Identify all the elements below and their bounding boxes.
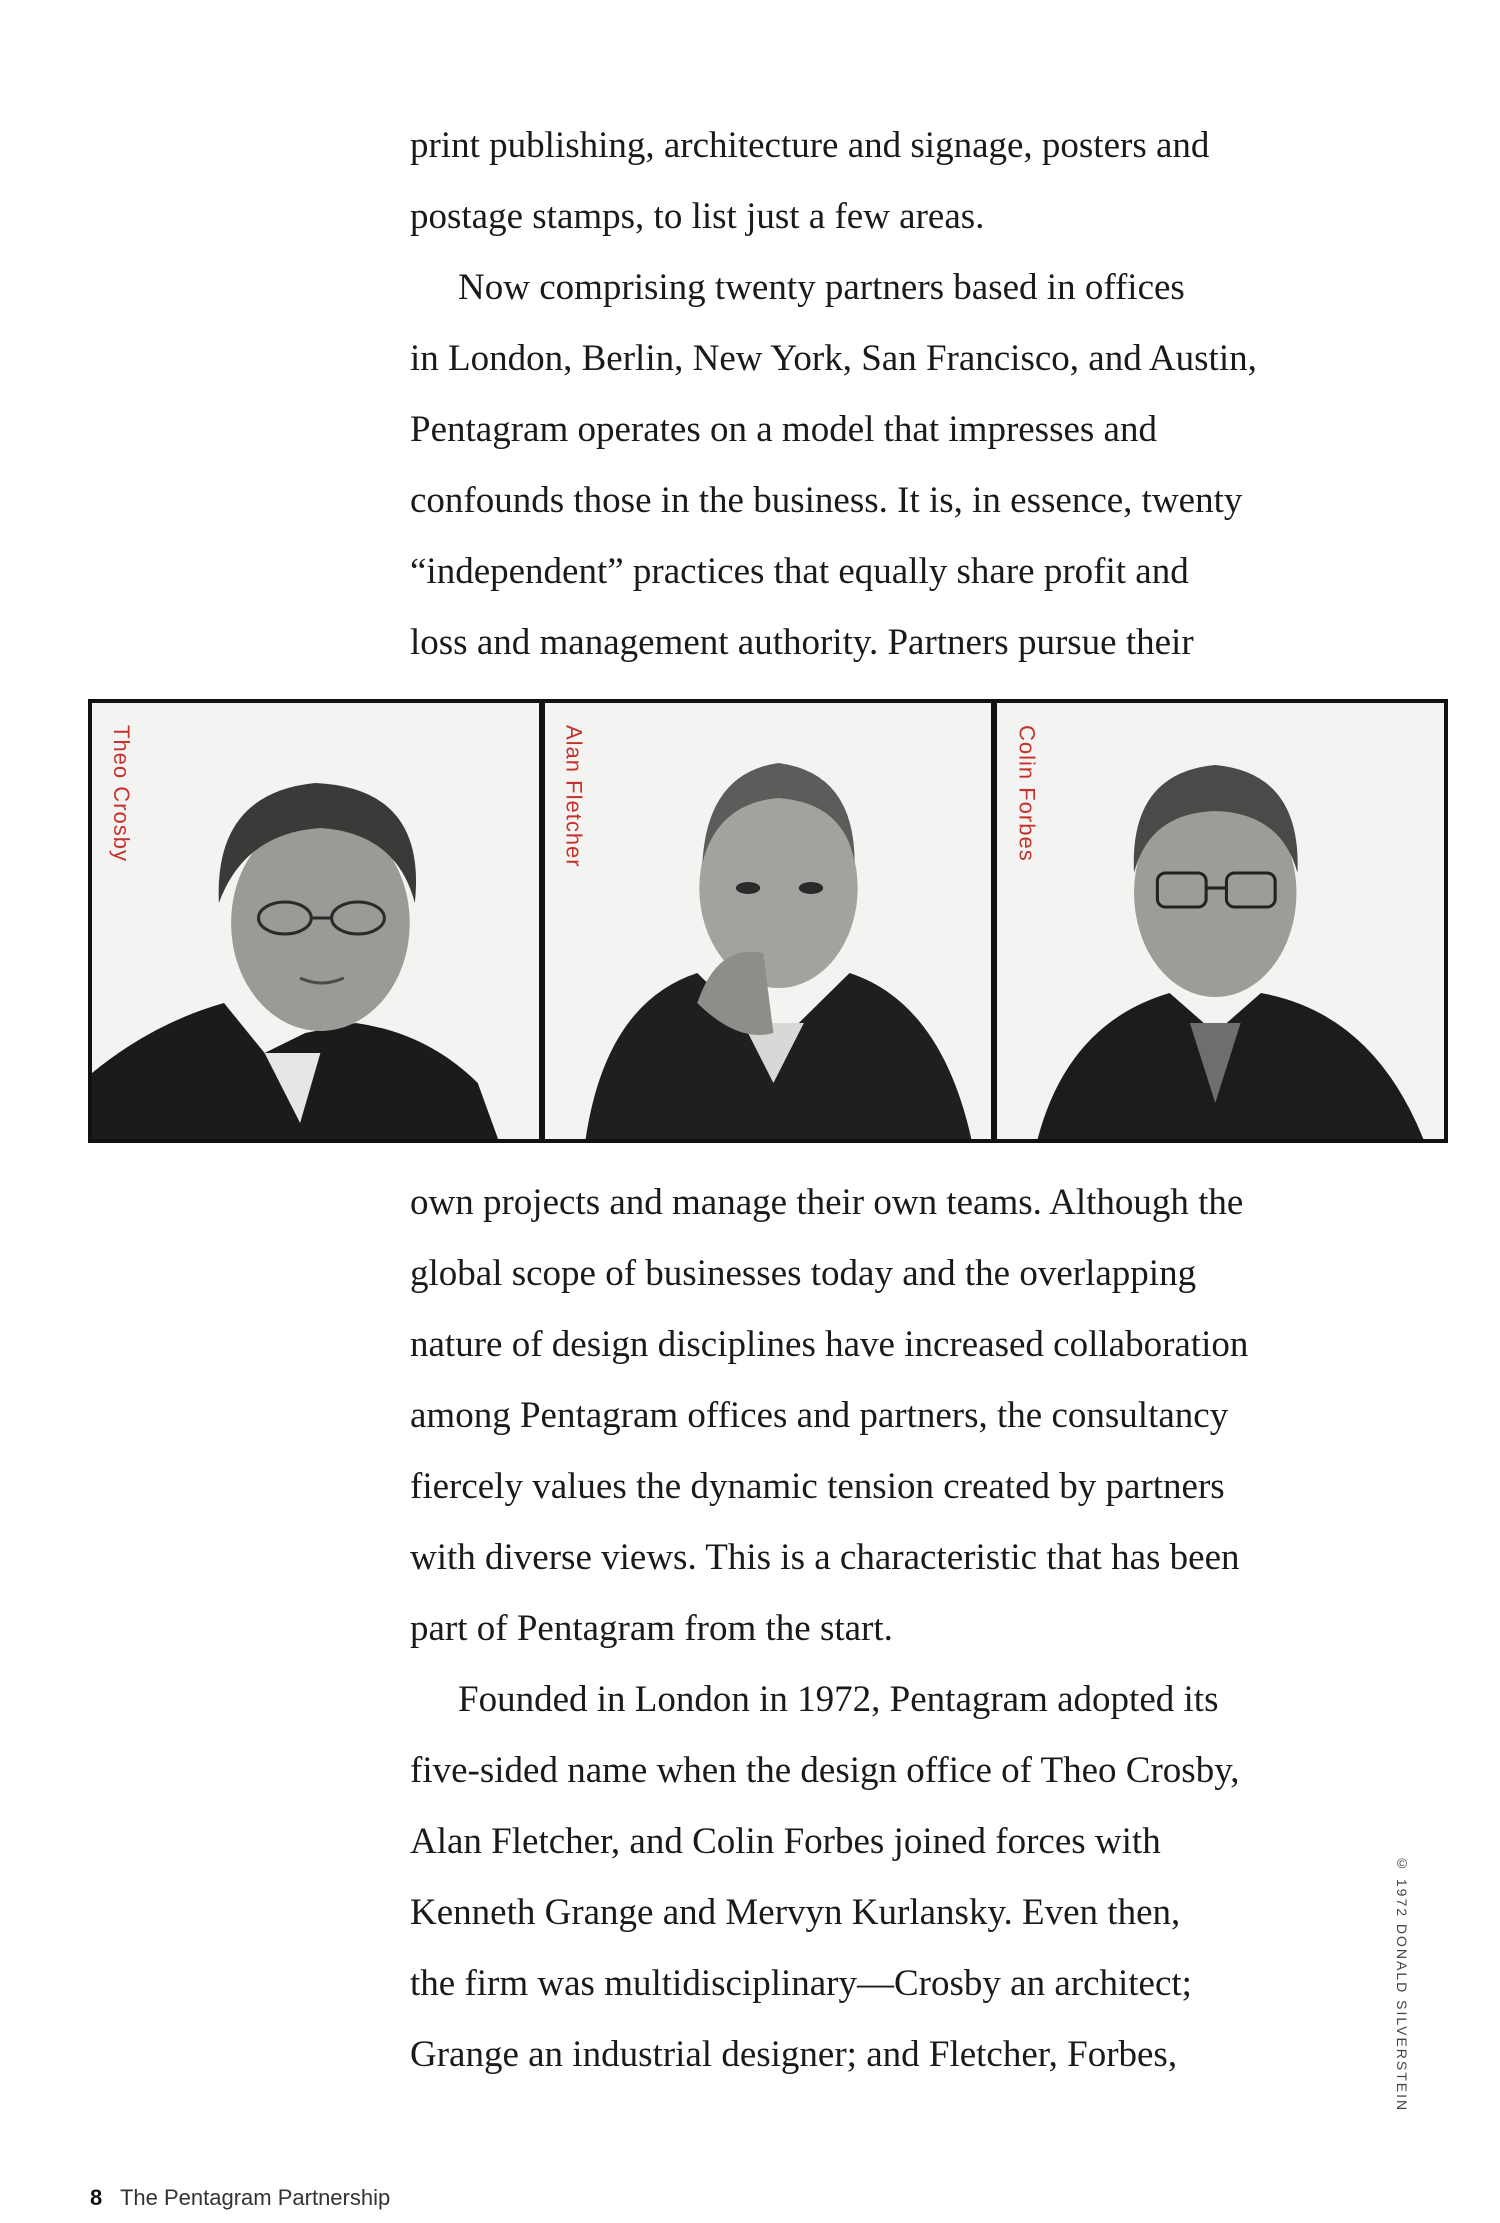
text-line: global scope of businesses today and the overlapping: [410, 1253, 1197, 1294]
caption-alan-fletcher: Alan Fletcher: [561, 725, 587, 868]
text-line: the firm was multidisciplinary—Crosby an architect;: [410, 1963, 1192, 2004]
partner-photo-strip: [88, 699, 1448, 1143]
text-line: among Pentagram offices and partners, the consultancy: [410, 1395, 1229, 1436]
body-text-bottom: [410, 1167, 1370, 2090]
text-line: fiercely values the dynamic tension created by partners: [410, 1466, 1225, 1507]
text-line: Grange an industrial designer; and Fletcher, Forbes,: [410, 2034, 1178, 2075]
text-line: part of Pentagram from the start.: [410, 1608, 893, 1649]
text-line: Kenneth Grange and Mervyn Kurlansky. Even then,: [410, 1892, 1181, 1933]
text-line: own projects and manage their own teams. Although the: [410, 1182, 1244, 1223]
text-line: in London, Berlin, New York, San Francisco, and Austin,: [410, 338, 1257, 379]
text-line: Pentagram operates on a model that impresses and: [410, 409, 1157, 450]
photo-colin-forbes: [997, 703, 1444, 1139]
text-line: “independent” practices that equally share profit and: [410, 551, 1189, 592]
text-line: Alan Fletcher, and Colin Forbes joined forces with: [410, 1821, 1161, 1862]
text-line: confounds those in the business. It is, in essence, twenty: [410, 480, 1243, 521]
text-line: with diverse views. This is a characteristic that has been: [410, 1537, 1240, 1578]
text-line: Founded in London in 1972, Pentagram adopted its: [458, 1679, 1219, 1720]
running-title: The Pentagram Partnership: [119, 2185, 391, 2210]
portrait-image: [997, 703, 1444, 1139]
text-line: loss and management authority. Partners pursue their: [410, 622, 1194, 663]
text-line: five-sided name when the design office of Theo Crosby,: [410, 1750, 1240, 1791]
page-footer: [90, 2185, 390, 2211]
photo-alan-fletcher: [545, 703, 992, 1139]
caption-colin-forbes: Colin Forbes: [1014, 725, 1040, 862]
caption-theo-crosby: Theo Crosby: [109, 725, 134, 862]
text-line: postage stamps, to list just a few areas.: [410, 196, 985, 237]
photo-credit: © 1972 DONALD SILVERSTEIN: [1394, 1855, 1410, 2113]
text-line: nature of design disciplines have increased collaboration: [410, 1324, 1249, 1365]
text-line: Now comprising twenty partners based in offices: [458, 267, 1185, 308]
text-line: print publishing, architecture and signage, posters and: [410, 125, 1210, 166]
portrait-image: [92, 703, 539, 1139]
page-number: 8: [90, 2185, 103, 2210]
body-text-top: [410, 110, 1370, 678]
photo-theo-crosby: [92, 703, 539, 1139]
portrait-image: [545, 703, 992, 1139]
